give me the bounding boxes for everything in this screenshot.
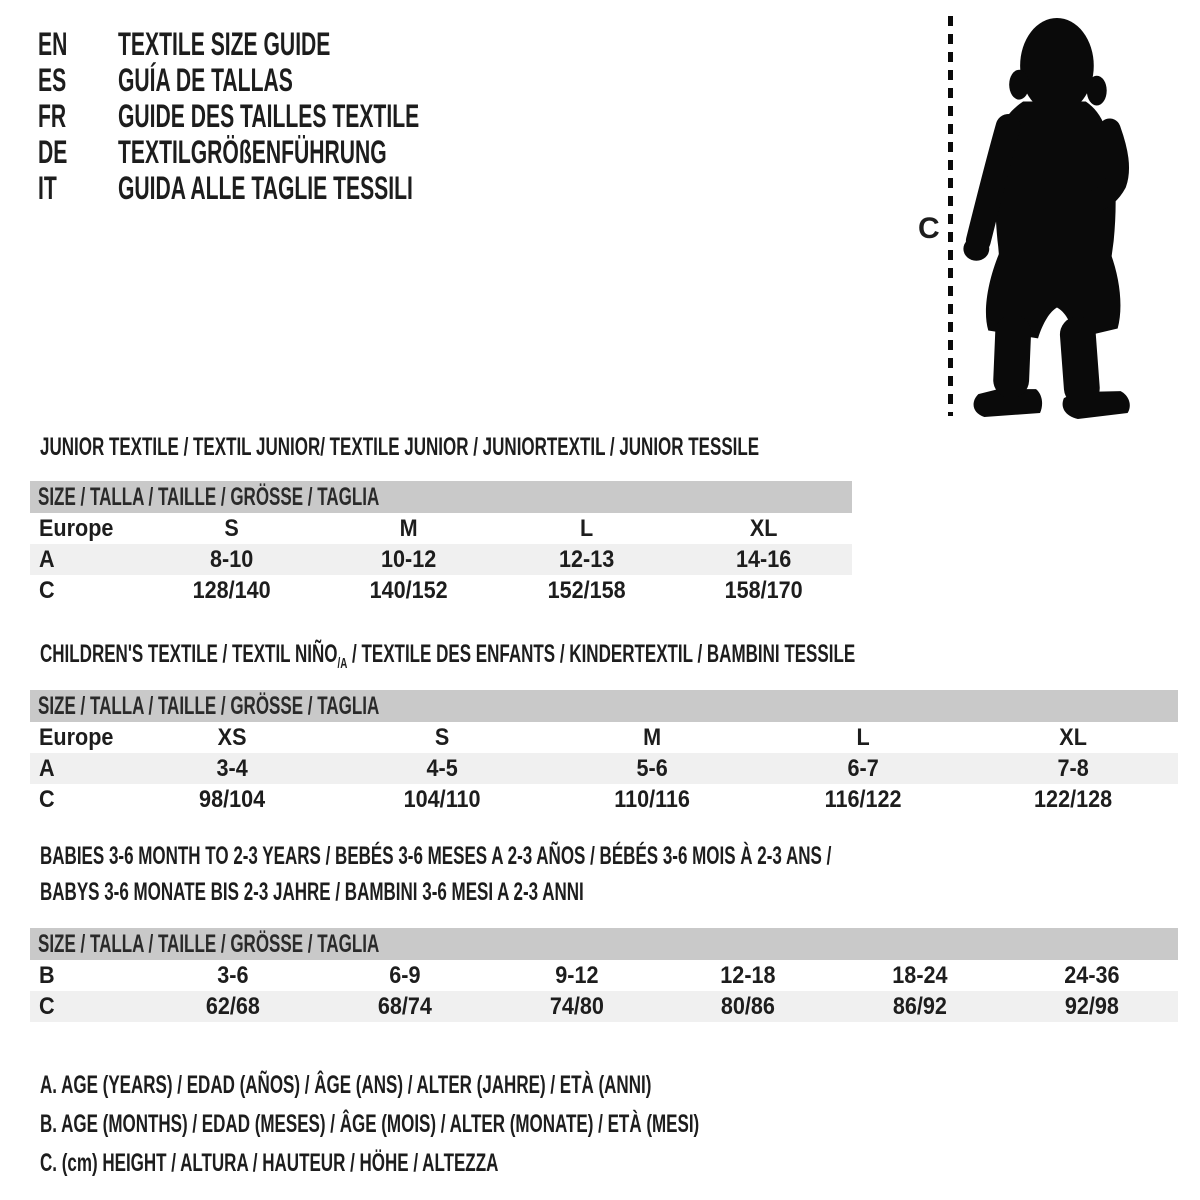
age-value: 5-6 [636,755,669,782]
age-value: 6-7 [847,755,879,782]
age-value: 7-8 [1057,755,1089,782]
age-months-value: 3-6 [217,962,249,989]
row-label: B [39,962,55,989]
junior-row-age [30,544,852,575]
babies-row-months [30,960,1178,991]
children-row-height [30,784,1178,815]
legend-age-months: B. AGE (MONTHS) / EDAD (MESES) / ÂGE (MOIS) / ALTER (MONATE) / ETÀ (MESI) [40,1110,700,1138]
row-label: Europe [39,724,114,751]
children-title-sub: /A [337,656,348,672]
height-measure-label: C [918,212,940,245]
size-value: S [224,515,239,542]
age-value: 3-4 [216,755,248,782]
height-value: 104/110 [403,786,481,813]
junior-row-europe [30,513,852,544]
legend-height-cm: C. (cm) HEIGHT / ALTURA / HAUTEUR / HÖHE / ALTEZZA [40,1149,499,1177]
language-row-es [38,62,574,98]
row-label: A [39,755,55,782]
junior-row-height [30,575,852,606]
row-label: C [39,577,55,604]
language-row-de [38,134,574,170]
guide-title-fr: GUIDE DES TAILLES TEXTILE [118,97,420,134]
height-value: 98/104 [199,786,266,813]
language-row-en [38,26,574,62]
legend-age-years: A. AGE (YEARS) / EDAD (AÑOS) / ÂGE (ANS) / ALTER (JAHRE) / ETÀ (ANNI) [40,1071,652,1099]
size-value: M [399,515,418,542]
size-value: L [856,724,870,751]
row-label: Europe [39,515,114,542]
height-value: 92/98 [1065,993,1120,1020]
age-value: 12-13 [558,546,614,573]
children-size-header-bar [30,690,1178,722]
age-value: 8-10 [209,546,254,573]
age-value: 14-16 [735,546,791,573]
size-header-label: SIZE / TALLA / TAILLE / GRÖSSE / TAGLIA [38,691,380,720]
children-section-title [40,641,855,678]
height-value: 140/152 [369,577,448,604]
height-value: 152/158 [547,577,626,604]
children-title-suffix: / TEXTILE DES ENFANTS / KINDERTEXTIL / BAMBINI TESSILE [347,640,856,668]
language-code: ES [38,61,67,98]
size-value: XS [217,724,247,751]
children-row-europe [30,722,1178,753]
babies-row-height [30,991,1178,1022]
age-months-value: 12-18 [720,962,777,989]
language-code: DE [38,133,68,170]
height-value: 110/116 [614,786,691,813]
size-header-label: SIZE / TALLA / TAILLE / GRÖSSE / TAGLIA [38,929,380,958]
height-value: 128/140 [192,577,271,604]
size-value: XL [1059,724,1087,751]
size-header-label: SIZE / TALLA / TAILLE / GRÖSSE / TAGLIA [38,482,380,511]
height-value: 86/92 [893,993,948,1020]
guide-title-es: GUÍA DE TALLAS [118,61,293,98]
size-value: L [579,515,593,542]
legend-block [40,1066,1009,1183]
babies-section-title-line2: BABYS 3-6 MONATE BIS 2-3 JAHRE / BAMBINI 3-6 MESI A 2-3 ANNI [40,878,584,906]
junior-section-title: JUNIOR TEXTILE / TEXTIL JUNIOR/ TEXTILE JUNIOR / JUNIORTEXTIL / JUNIOR TESSILE [40,433,760,461]
size-value: XL [749,515,778,542]
babies-size-header-bar [30,928,1178,960]
row-label: A [39,546,55,573]
guide-title-de: TEXTILGRÖßENFÜHRUNG [118,133,387,170]
row-label: C [39,993,55,1020]
size-value: M [643,724,662,751]
height-value: 80/86 [721,993,776,1020]
language-code: IT [38,169,57,206]
language-title-block [38,26,574,206]
children-title-prefix: CHILDREN'S TEXTILE / TEXTIL NIÑO [40,640,338,668]
children-size-table [30,690,1178,815]
guide-title-it: GUIDA ALLE TAGLIE TESSILI [118,169,413,206]
junior-size-table [30,481,852,606]
height-value: 68/74 [377,993,432,1020]
babies-size-table [30,928,1178,1022]
height-value: 74/80 [549,993,604,1020]
height-value: 158/170 [724,577,803,604]
height-value: 122/128 [1033,786,1112,813]
babies-section-title-line1: BABIES 3-6 MONTH TO 2-3 YEARS / BEBÉS 3-6 MESES A 2-3 AÑOS / BÉBÉS 3-6 MOIS À 2-3 ANS / [40,842,832,870]
height-dashed-line [948,16,953,416]
children-row-age [30,753,1178,784]
row-label: C [39,786,55,813]
height-value: 116/122 [824,786,902,813]
age-months-value: 9-12 [554,962,599,989]
age-months-value: 18-24 [892,962,948,989]
language-code: FR [38,97,67,134]
age-months-value: 24-36 [1064,962,1120,989]
age-months-value: 6-9 [389,962,421,989]
language-code: EN [38,25,68,62]
size-value: S [435,724,450,751]
language-row-it [38,170,574,206]
language-row-fr [38,98,574,134]
junior-size-header-bar [30,481,852,513]
height-value: 62/68 [205,993,260,1020]
age-value: 10-12 [381,546,437,573]
age-value: 4-5 [426,755,458,782]
baby-silhouette-icon [958,12,1133,420]
guide-title-en: TEXTILE SIZE GUIDE [118,25,331,62]
